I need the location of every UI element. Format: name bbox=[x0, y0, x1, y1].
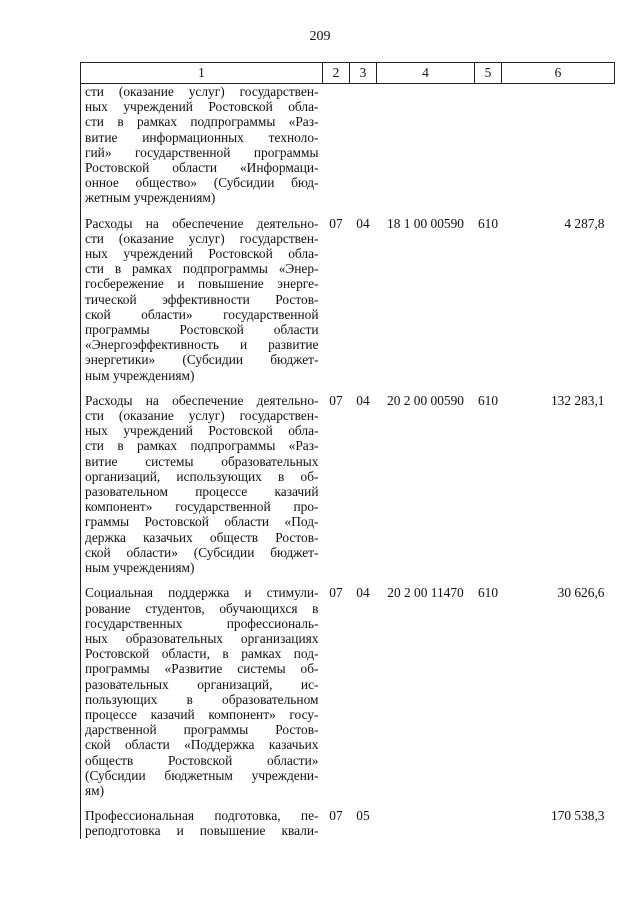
description-line: сти (оказание услуг) государствен- bbox=[85, 84, 319, 99]
description-line: разовательных организаций, ис- bbox=[85, 676, 319, 692]
row-description bbox=[81, 383, 323, 575]
description-line: ям) bbox=[85, 782, 105, 798]
description-line: Ростовской области, в рамках под- bbox=[85, 646, 319, 662]
description-line: тической эффективности Ростов- bbox=[85, 291, 319, 307]
description-line: ской области» (Субсидии бюджет- bbox=[85, 544, 319, 560]
description-line: онное общество» (Субсидии бюд- bbox=[85, 175, 319, 191]
section-code: 07 bbox=[329, 808, 343, 824]
description-line: программы «Развитие системы об- bbox=[85, 661, 319, 677]
table-row bbox=[81, 84, 615, 206]
description-line: граммы Ростовской области «Под- bbox=[85, 514, 319, 530]
description-line: держка казачьих обществ Ростов- bbox=[85, 529, 319, 545]
description-line: гий» государственной программы bbox=[85, 144, 319, 160]
description-line: ных образовательных организациях bbox=[85, 630, 319, 646]
description-line: энергетики» (Субсидии бюджет- bbox=[85, 352, 319, 368]
description-line: сти (оказание услуг) государствен- bbox=[85, 408, 319, 424]
page-number: 209 bbox=[309, 29, 331, 44]
description-line: ным учреждениям) bbox=[85, 367, 195, 383]
header-col-6: 6 bbox=[502, 63, 615, 84]
header-col-1: 1 bbox=[81, 63, 323, 84]
expense-type-code bbox=[475, 798, 502, 838]
target-article-code: 20 2 00 11470 bbox=[387, 585, 464, 601]
amount-value: 30 626,6 bbox=[557, 585, 605, 601]
target-article-code: 18 1 00 00590 bbox=[387, 215, 464, 231]
description-line: сти в рамках подпрограммы «Раз- bbox=[85, 114, 319, 130]
description-line: государственных профессиональ- bbox=[85, 615, 319, 631]
section-code: 07 bbox=[329, 215, 343, 231]
table-row bbox=[81, 383, 615, 575]
description-line: (Субсидии бюджетным учреждени- bbox=[85, 767, 319, 783]
description-line: компонент» государственной про- bbox=[85, 499, 319, 515]
row-description bbox=[81, 575, 323, 798]
description-line: ным учреждениям) bbox=[85, 560, 195, 576]
amount-value: 4 287,8 bbox=[564, 215, 605, 231]
description-line: «Энергоэффективность и развитие bbox=[85, 337, 319, 353]
description-line: ных учреждений Ростовской обла- bbox=[85, 423, 319, 439]
section-code bbox=[323, 84, 350, 206]
description-line: сти в рамках подпрограммы «Раз- bbox=[85, 438, 319, 454]
header-col-5: 5 bbox=[475, 63, 502, 84]
amount-value: 170 538,3 bbox=[550, 808, 605, 824]
subsection-code: 05 bbox=[356, 808, 370, 824]
subsection-code: 04 bbox=[356, 585, 370, 601]
description-line: дарственной программы Ростов- bbox=[85, 722, 319, 738]
header-col-3: 3 bbox=[350, 63, 377, 84]
description-line: процессе казачий компонент» госу- bbox=[85, 706, 319, 722]
header-col-4: 4 bbox=[377, 63, 475, 84]
description-line: Расходы на обеспечение деятельно- bbox=[85, 215, 319, 231]
subsection-code bbox=[350, 84, 377, 206]
target-article-code: 20 2 00 00590 bbox=[387, 392, 464, 408]
description-line: жетным учреждениям) bbox=[85, 190, 216, 206]
description-line: рование студентов, обучающихся в bbox=[85, 600, 319, 616]
description-line: ных учреждений Ростовской обла- bbox=[85, 246, 319, 262]
description-line: Профессиональная подготовка, пе- bbox=[85, 808, 319, 824]
expense-type-code: 610 bbox=[477, 392, 499, 408]
description-line: ных учреждений Ростовской обла- bbox=[85, 99, 319, 115]
description-line: ской области «Поддержка казачьих bbox=[85, 737, 319, 753]
description-line: программы Ростовской области bbox=[85, 322, 319, 338]
description-line: Ростовской области «Информаци- bbox=[85, 160, 319, 176]
description-line: обществ Ростовской области» bbox=[85, 752, 319, 768]
header-col-2: 2 bbox=[323, 63, 350, 84]
subsection-code: 04 bbox=[356, 215, 370, 231]
description-line: Расходы на обеспечение деятельно- bbox=[85, 392, 319, 408]
description-line: Социальная поддержка и стимули- bbox=[85, 585, 319, 601]
table-row bbox=[81, 206, 615, 383]
expense-type-code: 610 bbox=[477, 215, 499, 231]
description-line: госбережение и повышение энерге- bbox=[85, 276, 319, 292]
subsection-code: 04 bbox=[356, 392, 370, 408]
table-header-row bbox=[81, 63, 615, 84]
target-article-code bbox=[377, 84, 475, 206]
expense-type-code bbox=[475, 84, 502, 206]
description-line: реподготовка и повышение квали- bbox=[85, 823, 319, 839]
table-row bbox=[81, 798, 615, 838]
description-line: витие информационных техноло- bbox=[85, 129, 319, 145]
table-body bbox=[81, 84, 615, 839]
row-description bbox=[81, 206, 323, 383]
description-line: разовательном процессе казачий bbox=[85, 484, 319, 500]
description-line: витие системы образовательных bbox=[85, 453, 319, 469]
table-row bbox=[81, 575, 615, 798]
description-line: ской области» государственной bbox=[85, 306, 319, 322]
amount-value: 132 283,1 bbox=[550, 392, 605, 408]
amount-value bbox=[502, 84, 615, 206]
description-line: организаций, использующих в об- bbox=[85, 468, 319, 484]
expense-type-code: 610 bbox=[477, 585, 499, 601]
description-line: пользующих в образовательном bbox=[85, 691, 319, 707]
target-article-code bbox=[377, 798, 475, 838]
row-description bbox=[81, 84, 323, 206]
section-code: 07 bbox=[329, 392, 343, 408]
description-line: сти в рамках подпрограммы «Энер- bbox=[85, 261, 319, 277]
section-code: 07 bbox=[329, 585, 343, 601]
row-description bbox=[81, 798, 323, 838]
description-line: сти (оказание услуг) государствен- bbox=[85, 230, 319, 246]
budget-table bbox=[80, 62, 615, 839]
